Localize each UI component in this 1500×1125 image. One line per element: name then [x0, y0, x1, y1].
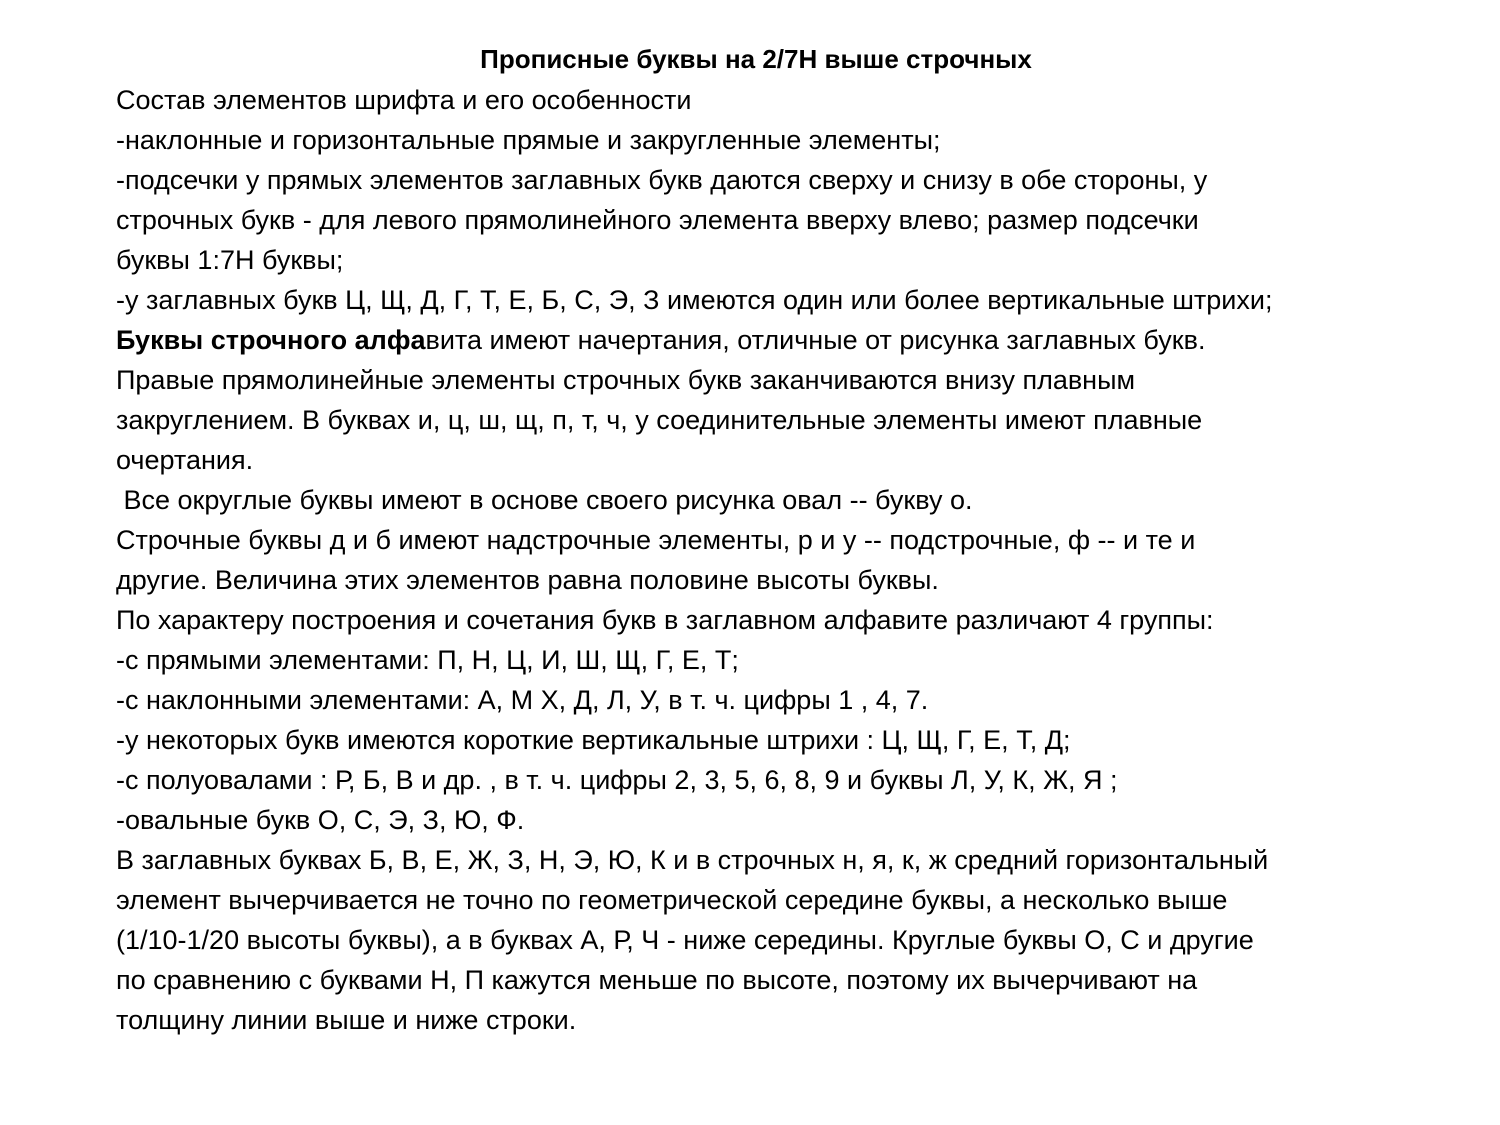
text-line: очертания. [116, 445, 254, 475]
text-line: закруглением. В буквах и, ц, ш, щ, п, т, ч, у соединительные элементы имеют плавные [116, 405, 1203, 435]
text-line: В заглавных буквах Б, В, Е, Ж, З, Н, Э, Ю, К и в строчных н, я, к, ж средний горизонтальный [116, 845, 1269, 875]
text-line: -с прямыми элементами: П, Н, Ц, И, Ш, Щ, Г, Е, Т; [116, 645, 739, 675]
text-line-mixed [116, 320, 1456, 360]
text-line: Состав элементов шрифта и его особенности [116, 85, 692, 115]
text-line: элемент вычерчивается не точно по геометрической середине буквы, а несколько выше [116, 885, 1228, 915]
text-line: другие. Величина этих элементов равна половине высоты буквы. [116, 565, 939, 595]
text-line: по сравнению с буквами Н, П кажутся меньше по высоте, поэтому их вычерчивают на [116, 965, 1198, 995]
text-line: толщину линии выше и ниже строки. [116, 1005, 577, 1035]
bold-phrase: Буквы строчного алфа [116, 325, 426, 355]
text-line: -овальные букв О, С, Э, З, Ю, Ф. [116, 805, 525, 835]
text-line: Все округлые буквы имеют в основе своего рисунка овал -- букву о. [116, 485, 973, 515]
text-line: -подсечки у прямых элементов заглавных букв даются сверху и снизу в обе стороны, у [116, 165, 1208, 195]
text-line-rest: вита имеют начертания, отличные от рисунка заглавных букв. [425, 325, 1206, 355]
text-line: -наклонные и горизонтальные прямые и закругленные элементы; [116, 125, 941, 155]
text-line: (1/10-1/20 высоты буквы), а в буквах А, Р, Ч - ниже середины. Круглые буквы О, С и другие [116, 925, 1254, 955]
text-line: -у некоторых букв имеются короткие вертикальные штрихи : Ц, Щ, Г, Е, Т, Д; [116, 725, 1071, 755]
text-line: -с наклонными элементами: А, М Х, Д, Л, У, в т. ч. цифры 1 , 4, 7. [116, 685, 929, 715]
text-line: строчных букв - для левого прямолинейного элемента вверху влево; размер подсечки [116, 205, 1199, 235]
text-line: -с полуовалами : Р, Б, В и др. , в т. ч. цифры 2, 3, 5, 6, 8, 9 и буквы Л, У, К, Ж, Я ; [116, 765, 1118, 795]
slide-title: Прописные буквы на 2/7Н выше строчных [480, 44, 1032, 74]
body-text [116, 80, 1456, 1040]
text-line: Строчные буквы д и б имеют надстрочные элементы, р и у -- подстрочные, ф -- и те и [116, 525, 1196, 555]
text-line: По характеру построения и сочетания букв в заглавном алфавите различают 4 группы: [116, 605, 1214, 635]
text-line: -у заглавных букв Ц, Щ, Д, Г, Т, Е, Б, С, Э, З имеются один или более вертикальные штрихи; [116, 285, 1273, 315]
text-line: буквы 1:7Н буквы; [116, 245, 344, 275]
text-line: Правые прямолинейные элементы строчных букв заканчиваются внизу плавным [116, 365, 1136, 395]
